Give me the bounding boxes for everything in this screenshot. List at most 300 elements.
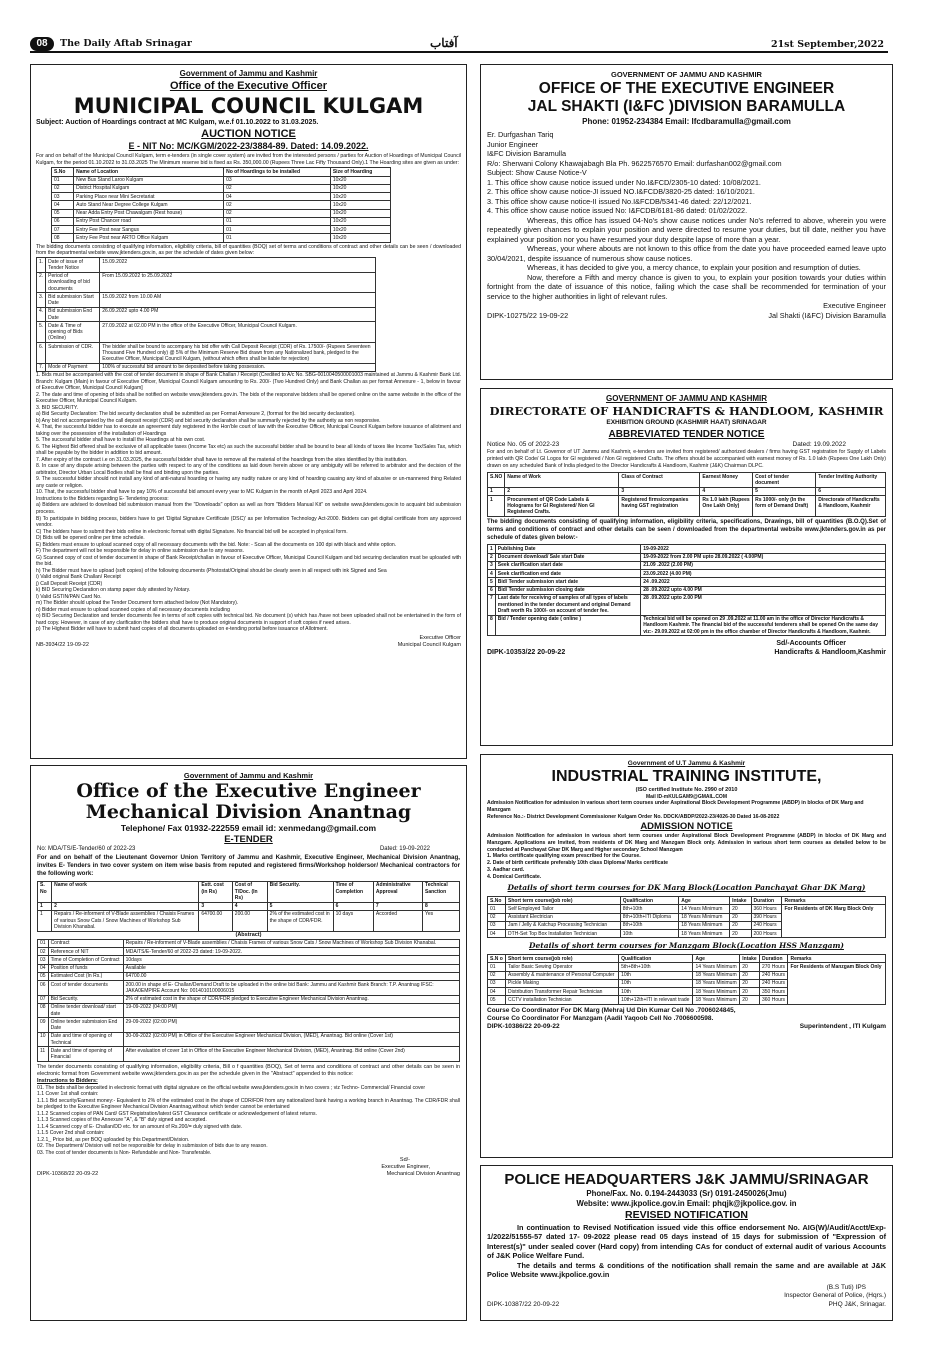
table-cell: 30-09-2022 (02:00 PM) in Office of the Executive Engineer Mechanical Division, (MED), Anantnag. Bid online (Cover 1st)	[123, 1032, 459, 1047]
table-cell: 04	[488, 930, 506, 938]
column-number: 6	[333, 902, 373, 910]
table-cell: 10x20	[330, 217, 390, 225]
table-cell: 06	[52, 217, 74, 225]
table-cell: 6.	[37, 343, 46, 364]
requirement-item: 4. Domical Certificate.	[487, 873, 542, 880]
table-cell: Parking Place near Mini Secretariat	[74, 193, 224, 201]
address-line: Er. Durfgashan Tariq	[487, 130, 554, 140]
table-cell: District Hospital Kulgam	[74, 184, 224, 192]
table-row	[52, 217, 391, 225]
table-cell: 10	[38, 1032, 49, 1047]
column-number: 7	[373, 902, 422, 910]
address-line: Subject: Show Cause Notice-V	[487, 168, 587, 178]
iti-ad	[480, 754, 893, 1158]
table-header-cell: Remarks	[782, 897, 886, 905]
table-header-cell: S. No	[38, 881, 52, 902]
term-item: p) The Highest Bidder will have to submit hard copies of all documents uploaded on e-tending portal before issuance of Allotment.	[36, 626, 328, 633]
table-cell: 01	[488, 963, 506, 971]
paragraph: Whereas, it has decided to give you, a mercy chance, to explain your position and resumption of duties.	[527, 263, 861, 273]
table-cell: Repairs / Re-informent of V-Blade assemblies / Chaisis Frames of various Snow Cats / Snow Machines of Workshop Sub Division Khanabal.	[52, 910, 199, 931]
table-cell: Seek clarification end date	[495, 570, 640, 578]
table-cell: 2% of estimated cost in the shape of CDR/FDR pledged to Executive Engineer Mechanical Division Anantnag.	[123, 995, 459, 1003]
table-row	[38, 995, 460, 1003]
table-cell: Technical bid will be opened on 29 .09.2022 at 11.00 am in the office of Director Handicrafts & Handloom Kashmir. The financial bid of the successful tenderers shall be opened On the same day viz:- 29.09.2022 at 02:00 pm in the office chamber of Director Handicrafts & Handloom, Kashmir.	[641, 615, 886, 636]
requirement-item: 3. Aadhar card.	[487, 866, 525, 873]
hc-intro: For and on behalf of Lt. Governor of UT Jammu and Kashmir, e-tenders are invited from registered/ authorized dealers / firms having GST registration for Supply of Labels printed with QR Code/ GI Logos for GI registered / Non GI registered Crafts. The offers should be accompanied with earnest money of Rs. 1.0 lakh (Rupees One Lakh Only) drawn on any scheduled Bank of India pledged to the Director Handicrafts & Handloom, Kashmir (J&K) Chairman DLPC.	[487, 449, 886, 469]
hc-title1: DIRECTORATE OF HANDICRAFTS & HANDLOOM, KASHMIR	[489, 404, 884, 419]
table-cell: 01	[488, 905, 506, 913]
table-cell: 10 days	[333, 910, 373, 931]
table-cell: 8th+10th+ITI Diploma	[620, 913, 679, 921]
table-cell: Bid/ Tender submission start date	[495, 578, 640, 586]
term-item: 10. That, the successful bidder shall have to pay 10% of successful bid amount every year to MC Kulgam in the month of April 2023 and April 2024.	[36, 489, 368, 496]
mech-dipk: DIPK-10368/22 20-09-22	[37, 1170, 99, 1177]
table-row	[52, 226, 391, 234]
table-cell: Online tender submission End Date	[48, 1018, 123, 1033]
table-cell: 4.	[37, 307, 46, 322]
iti-gov: Government of U.T Jammu & Kashmir	[627, 760, 746, 767]
table-cell: Assistant Electrician	[506, 913, 621, 921]
table-cell: 15.09.2022 from 10.00 AM	[100, 293, 376, 308]
column-number: 2	[52, 902, 199, 910]
table-cell: 02	[38, 948, 49, 956]
hc-title2: EXHIBITION GROUND (KASHMIR HAAT) SRINAGAR	[606, 419, 767, 427]
table-cell: 100% of successful bid amount to be deposited before taking possession.	[100, 363, 376, 371]
remarks-cell: For Residents of Manzgam Block Only	[788, 963, 886, 1004]
term-item: G) Scanned copy of cost of tender document in shape of Bank Receipt/challan in favour of Executive Officer, Municipal Council Kulgam and bid securing declaration must be uploaded with the bid.	[36, 554, 461, 568]
term-item: F) The department will not be responsible for delay in online submission due to any reasons.	[36, 548, 245, 555]
table-cell: 360 Hours	[759, 996, 787, 1004]
table-header-cell: Earnest Money	[700, 473, 753, 488]
remarks-cell: For Residents of DK Marg Block Only	[782, 905, 886, 938]
table-cell: Publishing Date	[495, 545, 640, 553]
table-cell: 3.	[37, 293, 46, 308]
table-row	[38, 1047, 460, 1062]
table-cell: Accorded	[373, 910, 422, 931]
table-cell: 8th+10th	[620, 905, 679, 913]
requirement-item: 1. Marks certificate qualifying exam prescribed for the Course.	[487, 853, 641, 860]
mc-schedule-table	[36, 257, 376, 372]
table-cell: 200.00	[232, 910, 267, 931]
table-cell: 7	[488, 594, 496, 615]
mc-subject: Subject: Auction of Hoardings contract at MC Kulgam, w.e.f 01.10.2022 to 31.03.2025.	[36, 118, 319, 126]
table-cell: 64700.00	[199, 910, 232, 931]
column-number: 8	[423, 902, 460, 910]
table-cell: 350 Hours	[759, 988, 787, 996]
table-cell: 3	[488, 561, 496, 569]
table-cell: 03	[224, 176, 331, 184]
iti-table2	[487, 954, 886, 1005]
table-cell: 19-09-2022	[641, 545, 886, 553]
table-cell: 23.09.2022 (4.00 PM)	[641, 570, 886, 578]
table-cell: 18 Years Minimum	[679, 913, 730, 921]
table-cell: 10x20	[330, 201, 390, 209]
iti-coord2: Course Co Coordinator For Manzgam (Aadil Yaqoob Cell No .7006600598.	[487, 1015, 714, 1022]
table-row	[52, 184, 391, 192]
mc-bidding: The bidding documents consisting of qualifying information, eligibility criteria, bill of quantities (BOQ) set of terms and conditions of contract and other details can be seen / downloaded from the departmental website www.jktenders.gov.in, as per the schedule of dates given below:	[36, 243, 461, 257]
iti-line1: Admission Notification for admission in various short term courses under Aspirational Block Development Programme (ABDP) in blocks of DK Marg and Manzgam	[487, 800, 864, 814]
table-cell: 01	[224, 217, 331, 225]
column-number: 4	[700, 487, 753, 495]
column-number: 3	[199, 902, 232, 910]
table-cell: Mode of Payment	[46, 363, 100, 371]
table-cell: Rs 1000/- only (In the form of Demand Draft)	[753, 496, 816, 517]
table-header-cell: Administrative Approval	[373, 881, 422, 902]
term-item: B) To participate in bidding process, bidders have to get 'Digital Signature Certificate (DSC)' as per Information Technology Act-2000. Bidders can get digital certificate from any approved vendor.	[36, 515, 461, 529]
table-cell: 4	[488, 570, 496, 578]
table-cell: Distribution Transformer Repair Technician	[506, 988, 619, 996]
table-header-cell: Name of Work	[505, 473, 619, 488]
table-cell: 10th	[619, 988, 693, 996]
issue-date: 21st September,2022	[770, 39, 884, 50]
term-item: 2. The date and time of opening of bids shall be notified on website www.jktenders.gov.in. The bids of the responsive bidders shall be opened online on the same website in the office of the Executive Officer, Municipal Council Kulgam.	[36, 391, 461, 405]
table-cell: 1	[488, 496, 505, 517]
table-row	[38, 981, 460, 996]
term-item: a) Bid Security Declaration: The bid security declaration shall be submitted as per Format Annexure 2, (format for the bid security declaration).	[36, 411, 356, 418]
table-cell: 18 Years Minimum	[693, 971, 740, 979]
table-cell: 10x20	[330, 176, 390, 184]
table-cell: 03	[52, 193, 74, 201]
mech-abstract-title: (Abstract)	[235, 931, 262, 938]
table-row	[488, 570, 886, 578]
table-cell: Date & Time of opening of Bids (Online)	[46, 322, 100, 343]
table-cell: Last date for receiving of samples of all types of labels mentioned in the tender document and original Demand Draft worth Rs 1000/- on account of tender fee.	[495, 594, 640, 615]
table-cell: 10x20	[330, 193, 390, 201]
term-item: C) The bidders have to submit their bids online in electronic format with digital Signature. No financial bid will be accepted in physical form.	[36, 528, 348, 535]
police-body: In continuation to Revised Notification issued vide this office endorsement No. AIG(W)/Audit/Acctt/Exp-1/2022/51555-57 dated 17- 09-2022 please read 05 days instead of 15 days for submission of "Expression of Interest(s)" under sealed cover (Hard copy) from intending CAs for conduct of external audit of various Accounts of J&K Police Welfare Fund.	[487, 1222, 886, 1261]
police-title: POLICE HEADQUARTERS J&K JAMMU/SRINAGAR	[504, 1171, 869, 1188]
notice-item: 3. This office show cause notice-II issued No.I&FCDB/5341-46 dated: 22/12/2021.	[487, 196, 752, 206]
term-item: Instructions to the Bidders regarding E- Tendering process:	[36, 495, 169, 502]
table-cell: MDA/TS/E-Tender/60 of 2022-23 dated: 19-09-2022.	[123, 948, 459, 956]
table-cell: 8th+10th	[620, 921, 679, 929]
table-cell: 09	[38, 1018, 49, 1033]
mech-gov: Government of Jammu and Kashmir	[183, 771, 314, 780]
table-cell: Procurement of QR Code Labels & Holograms for GI Registered/ Non GI Registered Crafts.	[505, 496, 619, 517]
jal-sign: Executive Engineer	[823, 301, 886, 311]
column-number: 5	[753, 487, 816, 495]
table-cell: 5.	[37, 322, 46, 343]
police-web: Website: www.jkpolice.gov.in Email: phqjk@jkpolice.gov. in	[576, 1199, 797, 1209]
table-header-cell: Qualification	[619, 955, 693, 963]
mc-title: MUNICIPAL COUNCIL KULGAM	[73, 93, 424, 118]
hc-dated: Dated: 19.09.2022	[792, 440, 846, 448]
table-cell: Period of downloading of bid documents	[46, 272, 100, 293]
iti-requirements	[487, 853, 886, 880]
table-header-cell: Qualification	[620, 897, 679, 905]
iti-heading2: Details of short term courses for Manzgam Block(Location HSS Manzgam)	[529, 941, 844, 951]
term-item: j) Call Deposit Receipt (CDR)	[36, 580, 103, 587]
instruction-item: 03. The cost of tender documents is Non- Refundable and Non- Transferable.	[37, 1150, 212, 1156]
table-cell: 10days	[123, 956, 459, 964]
notice-item: 2. This office show cause notice-JI issued NO.I&FCDB/3820-25 dated: 16/10/2021.	[487, 187, 755, 197]
table-cell: 07	[38, 995, 49, 1003]
table-cell: Online tender download/ start date	[48, 1003, 123, 1018]
mechanical-ad	[30, 765, 467, 1321]
mech-instr-heading: Instructions to Bidders:	[37, 1077, 98, 1084]
table-row	[37, 363, 376, 371]
table-row	[38, 948, 460, 956]
column-number: 1	[488, 487, 505, 495]
term-item: l) Valid GSTIN/PAN Card No.	[36, 593, 102, 600]
table-cell: 20	[730, 905, 751, 913]
table-cell: 1.	[37, 258, 46, 273]
jal-paras	[487, 216, 886, 301]
table-header-cell: S.N o	[488, 955, 506, 963]
table-header-cell: Short term course(job role)	[506, 955, 619, 963]
table-cell: 19-09-2022 from 2.00 PM upto 28.09.2022 ( 4.00PM)	[641, 553, 886, 561]
table-header-cell: Short term course(job role)	[506, 897, 621, 905]
table-cell: 02	[52, 184, 74, 192]
table-row	[37, 293, 376, 308]
table-cell: 08	[38, 1003, 49, 1018]
table-row	[38, 1003, 460, 1018]
table-cell: 01	[224, 226, 331, 234]
table-row	[38, 1018, 460, 1033]
table-cell: Estimated Cost (In Rs.)	[48, 972, 123, 980]
handicrafts-ad	[480, 388, 893, 746]
jal-dipk: DIPK-10275/22 19-09-22	[487, 310, 569, 320]
iti-heading1: Details of short term courses for DK Marg Block(Location Panchayat Ghar DK Marg)	[507, 883, 866, 893]
table-cell: 20	[740, 979, 760, 987]
table-cell: 18 Years Minimum	[679, 921, 730, 929]
table-row	[488, 905, 886, 913]
table-cell: 20	[740, 971, 760, 979]
table-cell: 14 Years Minimum	[679, 905, 730, 913]
term-item: m) The Bidder should upload the Tender Document form attached below (Not Mandatory).	[36, 600, 239, 607]
table-header-cell: Cost of T/Doc. (In Rs)	[232, 881, 267, 902]
newspaper-logo: آفتاب	[430, 36, 458, 50]
hc-bid: The bidding documents consisting of qualifying information, eligibility criteria, specifications, Drawings, bill of quantities (B.O.Q).Set of terms and conditions of contract and other details can be seen / downloaded from the departmental website www.jktenders.gov.in as per schedule of dates given below:-	[487, 518, 886, 541]
table-cell: 10x20	[330, 226, 390, 234]
term-item: 9. The successful bidder should not install any kind of anti-natural hoarding or having any nudity nature or any kind of hoarding causing any kind of abusive or un-mannered thing Related any caste or religion.	[36, 476, 461, 489]
table-cell: 02	[224, 209, 331, 217]
instruction-item: 1.1.5 Cover 2nd shall contain:	[37, 1130, 105, 1137]
term-item: 7. After expiry of the contract i.e on 31.03.2025, the successful bidder shall have to remove all the material of the hoardings from the sites identified by this institution.	[36, 456, 408, 463]
paragraph: Now, therefore a Fifth and mercy chance is given to you, to explain your position towards your duties within fortnight from the date of issuance of this notice, failing which the case shall be recommended for termination of your service to the higher authorities in light of relevant rules.	[487, 272, 886, 301]
table-cell: 21.09 .2022 (2.00 PM)	[641, 561, 886, 569]
hc-sign: Sd/-Accounts Officer	[776, 640, 846, 648]
table-cell: 19-09-2022 (04:00 PM)	[123, 1003, 459, 1018]
table-cell: 20	[730, 930, 751, 938]
term-item: D) Bids will be opened online per time schedule.	[36, 535, 145, 542]
table-cell: 02	[224, 184, 331, 192]
table-cell: Directorate of Handicrafts & Handloom, Kashmir	[816, 496, 886, 517]
table-row	[488, 496, 886, 517]
mc-notice: AUCTION NOTICE	[201, 127, 296, 140]
police-ad	[480, 1165, 893, 1321]
instruction-item: 1.1.2 Scanned copies of PAN Card/ GST Registration/latest GST Clearance certificate or acknowledgement of latest returns.	[37, 1110, 318, 1117]
table-header-cell: Tender Inviting Authority	[816, 473, 886, 488]
police-dipk: DIPK-10387/22 20-09-22	[487, 1300, 560, 1308]
table-cell: 20	[740, 963, 760, 971]
table-row	[38, 910, 460, 931]
paragraph: Whereas, your where abouts are not known to this office from the date you have proceeded earned leave upto 30/04/2021, despite issuance of numerous show cause notices.	[487, 244, 886, 263]
table-row	[488, 545, 886, 553]
term-item: a) Bidders are advised to download bid submission manual from the "Downloads" option as well as from "Bidders Manual Kit" on website www.jktenders.gov.in to acquaint bid submission process.	[36, 502, 461, 515]
table-cell: Pickle Making	[506, 979, 619, 987]
hc-notice-no: Notice No. 05 of 2022-23	[487, 440, 560, 448]
mech-sign: Executive Engineer,	[381, 1163, 430, 1170]
table-cell: 5	[488, 578, 496, 586]
table-cell: 03	[38, 956, 49, 964]
table-cell: 64700.00	[123, 972, 459, 980]
table-row	[488, 553, 886, 561]
column-number: 5	[267, 902, 333, 910]
column-number: 3	[619, 487, 700, 495]
iti-mail: Mail ID-mKULGAM9@GMAIL.COM	[646, 793, 727, 800]
table-cell: 20	[730, 913, 751, 921]
term-item: 5. The successful bidder shall have to install the Hoardings at his own cost.	[36, 437, 206, 444]
table-cell: 03	[488, 921, 506, 929]
hc-work-table	[487, 472, 886, 517]
table-cell: 28 .09.2022 upto 4.00 PM	[641, 586, 886, 594]
mech-abstract-table	[37, 939, 460, 1062]
mech-title1: Office of the Executive Engineer	[76, 779, 421, 802]
table-cell: From 15.09.2022 to 25.09.2022	[100, 272, 376, 293]
table-header-cell: Duration	[751, 897, 782, 905]
mc-gov: Government of Jammu and Kashmir	[179, 69, 318, 78]
column-number: 6	[816, 487, 886, 495]
table-row	[488, 561, 886, 569]
table-cell: Entry Fee Post near ARTO Office Kulgam	[74, 234, 224, 242]
instruction-item: 1.2.1_ Price bid, as per BOQ uploaded by this Department/Division.	[37, 1136, 190, 1143]
table-header-cell: Size of Hoarding	[330, 168, 390, 176]
iti-dipk: DIPK-10386/22 20-09-22	[487, 1023, 560, 1031]
table-cell: 04	[52, 201, 74, 209]
table-cell: Self Employed Tailor	[506, 905, 621, 913]
table-cell: 26.09.2022 upto 4.00 PM	[100, 307, 376, 322]
iti-title: INDUSTRIAL TRAINING INSTITUTE,	[551, 768, 822, 786]
table-header-cell: Name of Location	[74, 168, 224, 176]
table-cell: 20	[740, 996, 760, 1004]
term-item: i) Valid original Bank Challan/ Receipt	[36, 574, 121, 581]
table-row	[488, 963, 886, 971]
instruction-item: 1.1.3 Scanned copies of the Annexure "A", & "B" duly signed and accepted.	[37, 1117, 207, 1124]
mech-etender: E-TENDER	[224, 833, 273, 845]
term-item: 3. BID SECURITY.	[36, 404, 79, 411]
hc-schedule-table	[487, 544, 886, 636]
mech-intro: For and on behalf of the Lieutenant Governor Union Territory of Jammu and Kashmir, Executive Engineer, Mechanical Division Anantnag, invites E- Tenders in two cover system on item wise basis from reputed and registered firms/Workshop holdersor/ Mechanical contractors for the following work:	[37, 853, 460, 877]
table-cell: 2% of the estimated cost in the shape of CDR/FDR.	[267, 910, 333, 931]
instruction-item: 1.1.1 Bid security/Earnest money:- Equivalent to 2% of the estimated cost in the shape of CDR/FDR from any nationalized bank having a working branch in Anantnag. The CDR/FDR shall be pledged to the Executive Engineer Mechanical Division Anantnag,without which tender cannot be entertained	[37, 1097, 460, 1111]
mc-hoarding-table	[51, 167, 391, 242]
mech-work-table	[37, 881, 460, 932]
police-sign2: Inspector General of Police, (Hqrs.)	[784, 1292, 886, 1300]
mc-intro: For and on behalf of the Municipal Council Kulgam, term e-tenders (in single cover system) are invited from the interested persons / parties for Auction of Hoardings of Municipal Council Kulgam, for the period 01.10.2022 to 31.03.2025 The Minimum reserve bid is fixed as Rs. 350,000.00 (Rupees Three Lac Fifty Thousand Only).1 The Hoarding sites are given as under:	[36, 152, 461, 166]
mech-instructions	[37, 1085, 460, 1157]
table-cell: Bid / Tender opening date ( online )	[495, 615, 640, 636]
table-row	[52, 201, 391, 209]
column-number: 2	[505, 487, 619, 495]
table-cell: Repairs / Re-informent of V-Blade assemblies / Chaisis Frames of various Snow Cats / Snow Machines of Workshop Sub Division Khanabal.	[123, 939, 459, 947]
table-cell: Position of funds	[48, 964, 123, 972]
table-row	[38, 972, 460, 980]
table-row	[38, 956, 460, 964]
jal-items	[487, 178, 886, 216]
table-cell: 10th+12th+ITI in relevant trade	[619, 996, 693, 1004]
term-item: n) Bidder must ensure to upload scanned copies of all necessary documents including	[36, 606, 230, 613]
column-number: 4	[232, 902, 267, 910]
jal-title1: OFFICE OF THE EXECUTIVE ENGINEER	[538, 79, 835, 97]
table-cell: 200.00 in shape of E- Challan/Demand Draft to be uploaded in the online bid Bank: Jammu and Kashmir Bank Branch: T.P. Anantnag IFSC: JAKA0EMPIRE Account No: 0014010100006015	[123, 981, 459, 996]
table-cell: 270 Hours	[759, 963, 787, 971]
iti-line2: Reference No.:- District Development Commissioner Kulgam Order No. DDCK/ABDP/2022-23/4026-30 Dated 16-08-2022	[487, 813, 780, 820]
table-cell: New Bus Stand Laroo Kulgam	[74, 176, 224, 184]
jal-phone: Phone: 01952-234384 Email: lfcdbaramulla@gmail.com	[582, 116, 791, 126]
iti-coord1: Course Co Coordinator For DK Marg (Mehraj Ud Din Kumar Cell No .7006024845,	[487, 1006, 736, 1014]
table-cell: Near Adda Entry Post Chawalgam (Rest house)	[74, 209, 224, 217]
jal-sign2: Jal Shakti (I&FC) Division Baramulla	[768, 310, 886, 320]
hc-gov: GOVERNMENT OF JAMMU AND KASHMIR	[605, 394, 768, 403]
mech-title2: Mechanical Division Anantnag	[85, 800, 412, 823]
table-cell: 01	[38, 939, 49, 947]
table-row	[488, 594, 886, 615]
table-cell: 10x20	[330, 184, 390, 192]
table-cell: Jam / Jelly & Katchup Processing Technician	[506, 921, 621, 929]
table-header-cell: Name of work	[52, 881, 199, 902]
table-cell: 18 Years Minimum	[679, 930, 730, 938]
term-item: 6. The Highest Bid offered shall be exclusive of all applicable taxes (Income Tax etc) as such the successful bidder shall be bound to bear all kinds of taxes like Income Tax/Sales Tax, which shall be payable by the bidder in addition to bid amount.	[36, 443, 461, 457]
table-row	[52, 176, 391, 184]
table-cell: 02	[224, 201, 331, 209]
table-cell: The bidder shall be bound to accompany his bid offer with Call Deposit Receipt (CDR) of Rs. 17500/- (Rupees Seventeen Thousand Five Hundred only) @ 5% of the Minimum Reserve Bid drawn from any Nationalized bank, pledged to the Executive Officer, Municipal Council Kulgam, (without which offers shall be liable for rejection)	[100, 343, 376, 364]
instruction-item: 1.1.4 Scanned copy of E- Challan/DD etc. for an amount of Rs.200/= duly signed with date.	[37, 1123, 243, 1130]
table-cell: 03	[488, 979, 506, 987]
table-cell: Document download/ Sale start Date	[495, 553, 640, 561]
instruction-item: 01. The bids shall be deposited in electronic format with digital signature on the official website www.jktenders.gov.in in two covers ; viz Techno- Commercial/ Financial cover	[37, 1084, 426, 1091]
table-cell: 20	[740, 988, 760, 996]
table-row	[37, 322, 376, 343]
table-row	[52, 209, 391, 217]
table-cell: 04	[38, 964, 49, 972]
mc-kulgam-ad	[30, 64, 467, 759]
table-cell: Entry Fee Post near Sangus	[74, 226, 224, 234]
table-cell: 8	[488, 615, 496, 636]
instruction-item: 1.1 Cover 1st shall contain:	[37, 1091, 99, 1098]
table-row	[488, 615, 886, 636]
table-cell: DTH-Set Top Box Installation Technician	[506, 930, 621, 938]
notice-item: 1. This office show cause notice issued under No.I&FCD/2305-10 dated: 10/08/2021.	[487, 177, 761, 187]
table-cell: Reference of NIT	[48, 948, 123, 956]
table-cell: 240 Hours	[759, 971, 787, 979]
table-cell: Date of issue of Tender Notice	[46, 258, 100, 273]
mc-sign2: Municipal Council Kulgam	[397, 641, 461, 648]
police-body2: The details and terms & conditions of the notification shall remain the same and are available at J&K Police Website www.jkpolice.gov.in	[487, 1260, 886, 1280]
table-cell: 27.09.2022 at 02.00 PM in the office of the Executive Officer, Municipal Council Kulgam.	[100, 322, 376, 343]
table-cell: 28 .09.2022 upto 2.00 PM	[641, 594, 886, 615]
table-row	[38, 964, 460, 972]
table-cell: Tailor Basic Sewing Operator	[506, 963, 619, 971]
table-row	[37, 343, 376, 364]
table-cell: 10th	[619, 971, 693, 979]
paragraph: Whereas, this office has issued 04-No's show cause notices under No's referred to above, wherein you were repeatedly given chances to explain your position and were directed to resume your duties, but till date, neither you have explained your position nor you have resumed your duty despite lapse of more than a year.	[487, 215, 886, 244]
page-number: 08	[30, 37, 54, 51]
table-row	[488, 586, 886, 594]
table-cell: 29-09-2022 (02:00 PM)	[123, 1018, 459, 1033]
table-cell: 24 .09.2022	[641, 578, 886, 586]
police-sign1: (B.S Tuti) IPS	[826, 1283, 866, 1291]
iti-notice: ADMISSION NOTICE	[640, 820, 733, 832]
jal-address	[487, 130, 886, 177]
hc-dipk: DIPK-10353/22 20-09-22	[487, 649, 566, 657]
address-line: I&FC Division Baramulla	[487, 149, 567, 159]
mech-phone: Telephone/ Fax 01932-222559 email id: xenmedang@gmail.com	[120, 822, 377, 833]
requirement-item: 2. Date of birth certificate preferably 10th class Diploma/ Marks certificate	[487, 860, 669, 867]
table-cell: 02	[488, 971, 506, 979]
table-cell: Seek clarification start date	[495, 561, 640, 569]
address-line: Junior Engineer	[487, 139, 539, 149]
